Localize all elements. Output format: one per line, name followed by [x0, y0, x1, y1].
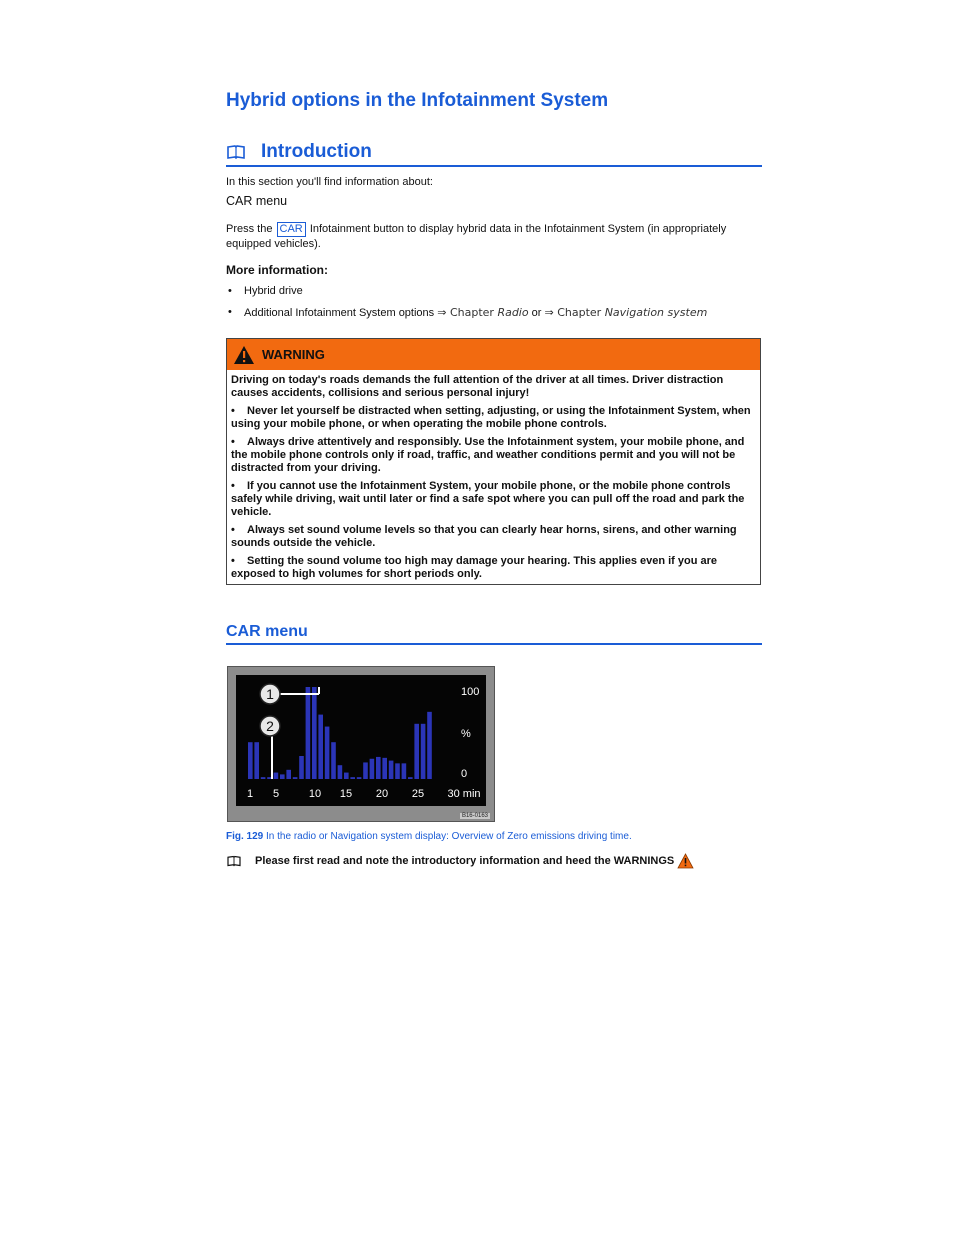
press-instruction — [226, 222, 762, 252]
car-menu-heading: CAR menu — [226, 623, 308, 640]
warning-triangle-icon — [233, 345, 255, 365]
xref-navigation-prefix: ⇒ Chapter — [544, 306, 602, 319]
chart-bar-16 — [344, 773, 349, 779]
list-item — [226, 305, 762, 321]
y-tick-label: 0 — [461, 768, 468, 780]
callout-number: 1 — [266, 686, 274, 702]
bullet-dot: • — [231, 555, 235, 567]
car-key: CAR — [277, 222, 306, 237]
intro-about: In this section you'll find information about: — [226, 176, 433, 188]
callout-1 — [260, 684, 280, 704]
callout-number: 2 — [266, 718, 274, 734]
zero-emissions-chart — [236, 675, 486, 806]
x-tick-label: 20 — [375, 788, 389, 800]
book-icon — [227, 144, 245, 160]
x-tick-label: 10 — [308, 788, 322, 800]
chart-bar-1 — [248, 742, 253, 779]
intro-heading-row — [226, 141, 762, 167]
read-note — [226, 853, 694, 869]
chart-bar-28 — [421, 724, 426, 779]
car-menu-heading-row — [226, 623, 762, 645]
chart-bar-24 — [395, 763, 400, 779]
chart-bar-10 — [306, 687, 311, 779]
warning-item — [231, 405, 756, 431]
xref-radio[interactable] — [437, 306, 528, 319]
bullet-dot: • — [231, 436, 235, 448]
warning-body — [227, 370, 760, 584]
intro-topic: CAR menu — [226, 194, 288, 208]
bullet-or: or — [531, 307, 542, 319]
chart-bar-22 — [382, 758, 387, 779]
warning-header — [227, 339, 760, 370]
chart-bar-12 — [318, 715, 323, 779]
chart-bar-13 — [325, 727, 330, 779]
warning-box — [226, 338, 761, 585]
intro-heading: Introduction — [261, 141, 372, 162]
figure-car-menu — [227, 666, 495, 822]
bullet-hybrid-drive: Hybrid drive — [244, 285, 303, 297]
x-tick-label: 25 — [411, 788, 425, 800]
xref-radio-prefix: ⇒ Chapter — [437, 306, 494, 319]
chart-bar-21 — [376, 757, 381, 779]
chart-bar-5 — [274, 773, 279, 779]
warning-item — [231, 436, 756, 475]
chart-bar-8 — [293, 777, 298, 779]
chart-bar-9 — [299, 756, 304, 779]
bullet-dot: • — [231, 480, 235, 492]
xref-navigation[interactable] — [545, 306, 708, 319]
warning-item-text: Always set sound volume levels so that you can clearly hear horns, sirens, and other warning sounds outside the vehicle. — [231, 524, 737, 549]
bullet-options-text: Additional Infotainment System options — [244, 307, 435, 319]
xref-navigation-title: Navigation system — [604, 306, 708, 319]
press-after: Infotainment button to display hybrid data in the Infotainment System (in appropriately equipped vehicles). — [226, 223, 727, 250]
chart-bar-19 — [363, 762, 368, 779]
chart-bar-11 — [312, 687, 317, 779]
warning-item-text: Always drive attentively and responsibly. Use the Infotainment system, your mobile phone, and the mobile phone controls only if road, traffic, and weather conditions permit and you will not be distracted from your driving. — [231, 436, 745, 474]
chart-bar-14 — [331, 742, 336, 779]
page-title: Hybrid options in the Infotainment System — [226, 90, 609, 111]
warning-triangle-icon[interactable] — [677, 853, 694, 869]
warning-title: WARNING — [262, 347, 325, 362]
x-tick-label: 1 — [246, 788, 254, 800]
bullet-dot: • — [231, 405, 235, 417]
note-text: Please first read and note the introductory information and heed the WARNINGS — [255, 855, 675, 867]
chart-bar-15 — [338, 765, 343, 779]
warning-item — [231, 555, 756, 581]
warning-list — [231, 405, 756, 581]
y-tick-label: 100 — [461, 686, 480, 698]
x-tick-label: 30 min — [447, 788, 481, 800]
warning-item — [231, 480, 756, 519]
warning-item — [231, 524, 756, 550]
chart-bar-6 — [280, 774, 285, 779]
warning-item-text: Setting the sound volume too high may damage your hearing. This applies even if you are exposed to high volumes for short periods only. — [231, 555, 718, 580]
chart-bar-2 — [254, 742, 259, 779]
warning-item-text: Never let yourself be distracted when setting, adjusting, or using the Infotainment System, when using your mobile phone, or when operating the mobile phone controls. — [231, 405, 751, 430]
press-before: Press the — [226, 223, 273, 235]
more-info-list — [226, 284, 762, 327]
callout-2 — [260, 716, 280, 736]
chart-bar-7 — [286, 770, 291, 779]
display-screen — [236, 675, 486, 806]
chart-bar-20 — [370, 759, 375, 779]
xref-radio-title: Radio — [497, 306, 529, 319]
chart-bar-25 — [402, 763, 407, 779]
chart-bar-18 — [357, 777, 362, 779]
more-info-label: More information: — [226, 263, 328, 277]
book-icon — [227, 855, 241, 867]
x-tick-label: 15 — [339, 788, 353, 800]
warning-lead: Driving on today's roads demands the full attention of the driver at all times. Driver distraction causes accidents, collisions and serious personal injury! — [231, 374, 724, 399]
chart-bar-27 — [414, 724, 419, 779]
y-tick-label: % — [461, 728, 471, 740]
list-item — [226, 284, 762, 299]
caption-text: In the radio or Navigation system display: Overview of Zero emissions driving time. — [266, 831, 632, 842]
figure-code: B16-0163 — [461, 813, 488, 819]
chart-bar-17 — [350, 777, 355, 779]
x-tick-label: 5 — [272, 788, 280, 800]
chart-bar-3 — [261, 777, 266, 779]
caption-label: Fig. 129 — [226, 831, 264, 842]
warning-item-text: If you cannot use the Infotainment System, your mobile phone, or the mobile phone controls safely while driving, wait until later or find a safe spot where you can pull off the road and park the vehicle. — [231, 480, 745, 518]
bullet-dot: • — [231, 524, 235, 536]
chart-bar-26 — [408, 777, 413, 779]
chart-bar-23 — [389, 761, 394, 779]
chart-bar-29 — [427, 712, 432, 779]
figure-caption — [226, 831, 632, 842]
